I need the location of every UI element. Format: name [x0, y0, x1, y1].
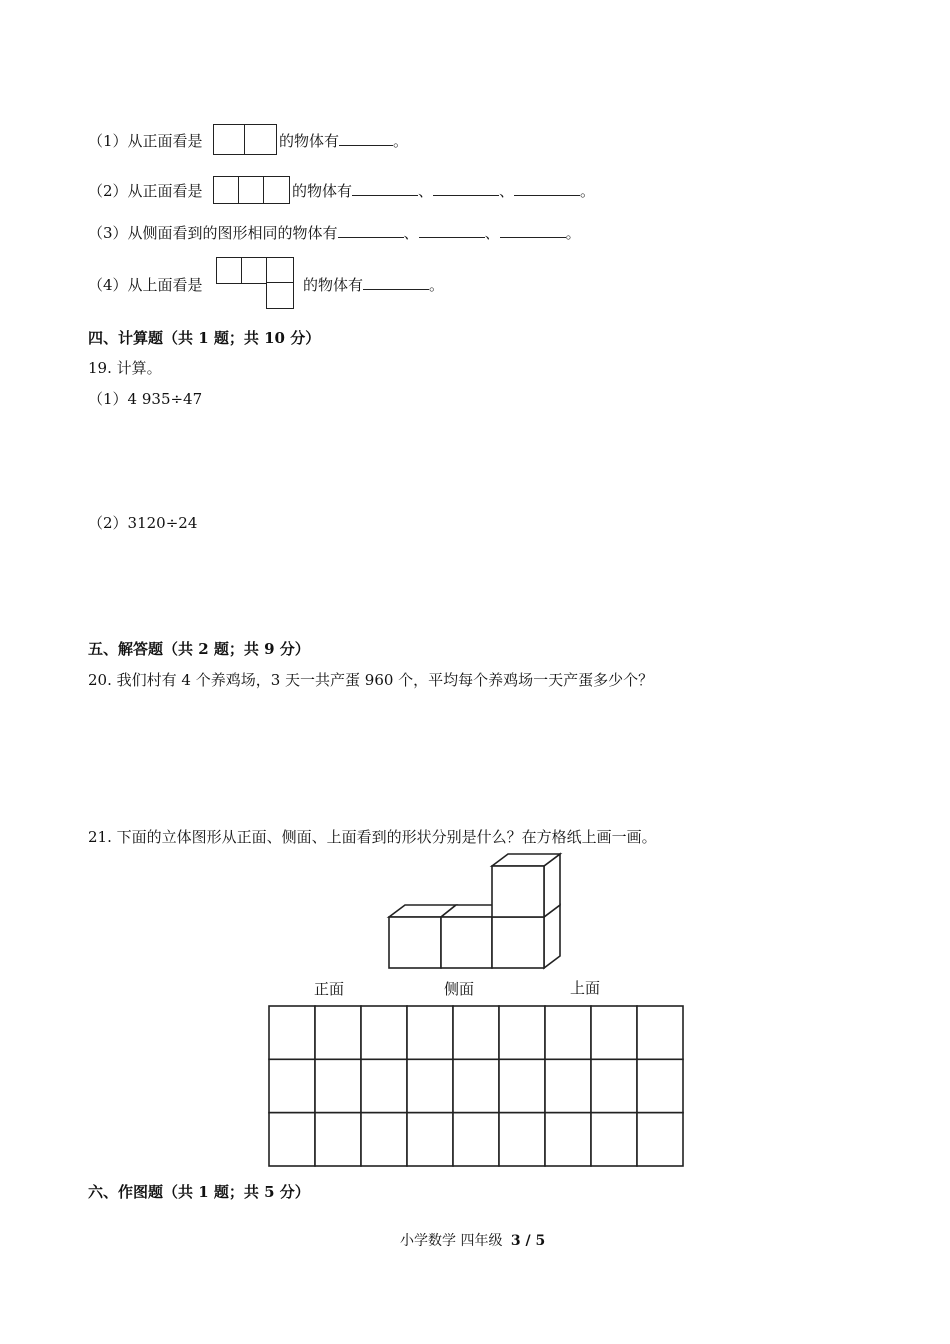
cube-front-face: [492, 866, 544, 917]
q19-part1: （1）4 935÷47: [88, 390, 203, 408]
punct: 、: [403, 224, 419, 242]
grid-cell[interactable]: [453, 1113, 499, 1166]
grid-cell[interactable]: [269, 1006, 315, 1059]
q18-sub4-suffix: 的物体有: [303, 276, 364, 294]
section-6-title: 六、作图题（共 1 题；共 5 分）: [88, 1183, 310, 1201]
grid-cell[interactable]: [407, 1113, 453, 1166]
q19-stem: 19. 计算。: [88, 359, 162, 377]
grid-cell[interactable]: [269, 1113, 315, 1166]
footer-text: 小学数学 四年级: [400, 1233, 503, 1249]
punct: 、: [418, 182, 434, 200]
label-side: 侧面: [444, 980, 475, 998]
q21-stem: 21. 下面的立体图形从正面、侧面、上面看到的形状分别是什么？在方格纸上画一画。: [88, 828, 657, 846]
q18-sub1-suffix: 的物体有: [279, 132, 340, 150]
grid-cell[interactable]: [499, 1006, 545, 1059]
grid-cell[interactable]: [591, 1006, 637, 1059]
grid-cell[interactable]: [545, 1113, 591, 1166]
section-5-title: 五、解答题（共 2 题；共 9 分）: [88, 640, 310, 658]
grid-cell[interactable]: [637, 1006, 683, 1059]
grid-cell[interactable]: [545, 1006, 591, 1059]
page-footer: [400, 1230, 545, 1250]
grid-cell[interactable]: [591, 1113, 637, 1166]
punct: 。: [393, 132, 409, 150]
grid-cell[interactable]: [361, 1113, 407, 1166]
label-front: 正面: [314, 980, 345, 998]
grid-cell[interactable]: [407, 1006, 453, 1059]
grid-cell[interactable]: [499, 1059, 545, 1112]
grid-cell[interactable]: [637, 1059, 683, 1112]
grid-cell[interactable]: [361, 1006, 407, 1059]
q18-sub2-prefix: （2）从正面看是: [88, 182, 203, 200]
q19-part2: （2）3120÷24: [88, 514, 198, 532]
punct: 。: [429, 276, 445, 294]
q21-drawing-grid[interactable]: [268, 1005, 684, 1167]
grid-cell[interactable]: [407, 1059, 453, 1112]
section-4-title: 四、计算题（共 1 题；共 10 分）: [88, 329, 321, 347]
punct: 、: [499, 182, 515, 200]
punct: 、: [484, 224, 500, 242]
q18-sub1-prefix: （1）从正面看是: [88, 132, 203, 150]
grid-cell[interactable]: [453, 1006, 499, 1059]
grid-cell[interactable]: [315, 1006, 361, 1059]
grid-cell[interactable]: [361, 1059, 407, 1112]
cube-front-face: [441, 917, 492, 968]
cube-front-face: [389, 917, 441, 968]
grid-cell[interactable]: [315, 1113, 361, 1166]
q18-sub4-prefix: （4）从上面看是: [88, 276, 203, 294]
q18-sub3-text: （3）从侧面看到的图形相同的物体有: [88, 224, 338, 242]
grid-cell[interactable]: [591, 1059, 637, 1112]
grid-cell[interactable]: [637, 1113, 683, 1166]
grid-cell[interactable]: [453, 1059, 499, 1112]
cube-front-face: [492, 917, 544, 968]
label-top: 上面: [570, 979, 601, 997]
punct: 。: [580, 182, 596, 200]
punct: 。: [565, 224, 581, 242]
q18-sub2-suffix: 的物体有: [292, 182, 353, 200]
grid-cell[interactable]: [315, 1059, 361, 1112]
q20-stem: 20. 我们村有 4 个养鸡场，3 天一共产蛋 960 个，平均每个养鸡场一天产蛋多少个？: [88, 671, 654, 689]
grid-cell[interactable]: [269, 1059, 315, 1112]
grid-cell[interactable]: [545, 1059, 591, 1112]
grid-cell[interactable]: [499, 1113, 545, 1166]
page-number: 3 / 5: [510, 1233, 546, 1249]
